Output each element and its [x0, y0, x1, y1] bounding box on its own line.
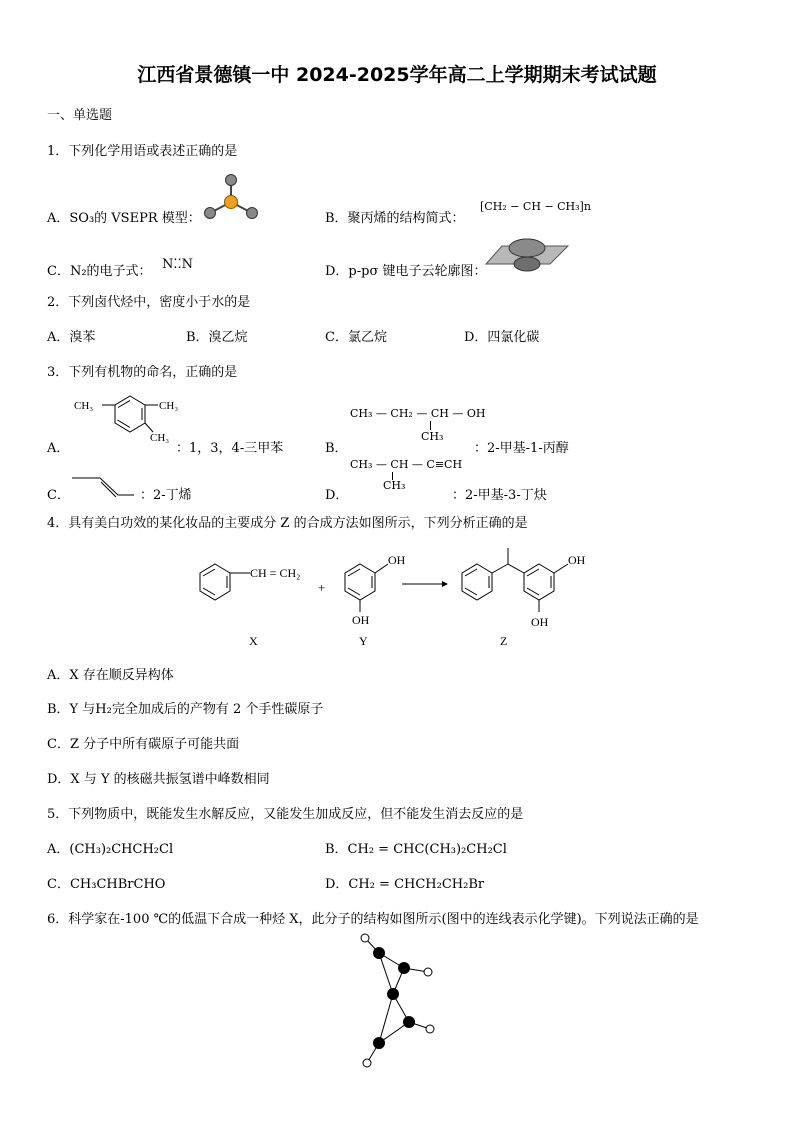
2-butene-structure	[70, 470, 140, 500]
q3-b-branch: CH₃	[421, 430, 444, 443]
bond-line	[554, 564, 568, 573]
q3-option-d-label: D．	[325, 488, 349, 503]
polypropylene-formula: [CH₂ − CH − CH₃]n	[480, 200, 591, 213]
p-p-sigma-orbital-image	[484, 234, 570, 276]
bond-line	[375, 564, 388, 573]
q3-option-c-name: ：2-丁烯	[140, 488, 192, 503]
q2-option-b: B．溴乙烷	[186, 330, 248, 345]
q3-option-d-name: ：2-甲基-3-丁炔	[452, 488, 547, 503]
bond-line	[508, 564, 524, 573]
methyl-bond	[145, 423, 153, 432]
carbon-atom	[403, 1016, 415, 1028]
q2-option-a: A．溴苯	[47, 330, 96, 345]
benzene-ring	[115, 396, 145, 432]
q3-option-b-name: ：2-甲基-1-丙醇	[474, 441, 569, 456]
q4-option-a: A．X 存在顺反异构体	[47, 668, 174, 683]
q5-option-c: C．CH₃CHBrCHO	[47, 877, 166, 892]
section-heading: 一、单选题	[47, 108, 113, 123]
bond-line	[379, 953, 393, 994]
q3-option-c-label: C．	[47, 488, 70, 503]
methyl-label: CH₃	[150, 432, 170, 444]
q3-option-a-name: ：1，3，4-三甲苯	[176, 441, 284, 456]
q3-d-formula: CH₃ — CH — C≡CH	[350, 458, 463, 471]
hydrogen-atom	[426, 1025, 434, 1033]
arrow-head	[442, 581, 448, 587]
q3-d-branch: CH₃	[383, 479, 406, 492]
methyl-label: CH₃	[159, 400, 179, 412]
trimethylbenzene-structure	[70, 388, 190, 448]
q5-option-b: B．CH₂ = CHC(CH₃)₂CH₂Cl	[325, 842, 507, 857]
hydrogen-atom	[361, 934, 369, 942]
q4-stem: 4．具有美白功效的某化妆品的主要成分 Z 的合成方法如图所示，下列分析正确的是	[47, 516, 528, 531]
q4-option-d: D．X 与 Y 的核磁共振氢谱中峰数相同	[47, 772, 270, 787]
vinyl-group-label: CH = CH₂	[250, 566, 301, 580]
q3-b-formula: CH₃ — CH₂ — CH — OH	[350, 407, 486, 420]
compound-label-y: Y	[359, 634, 368, 648]
sulfur-atom	[225, 196, 238, 209]
oxygen-atom	[247, 208, 258, 219]
reaction-scheme	[190, 540, 610, 650]
q2-stem: 2．下列卤代烃中，密度小于水的是	[47, 295, 251, 310]
q2-option-d: D．四氯化碳	[464, 330, 540, 345]
hydrogen-atom	[424, 968, 432, 976]
q6-stem: 6．科学家在-100 ℃的低温下合成一种烃 X，此分子的结构如图所示(图中的连线表示化学键)。下列说法正确的是	[47, 912, 699, 927]
q3-stem: 3．下列有机物的命名，正确的是	[47, 365, 238, 380]
n2-electron-formula: N⁚⁚N	[162, 257, 194, 272]
carbon-atom	[373, 947, 385, 959]
carbon-atom	[387, 988, 399, 1000]
hydroxyl-label: OH	[531, 615, 549, 629]
oxygen-atom	[226, 175, 237, 186]
so3-vsepr-model	[198, 172, 264, 224]
q4-option-c: C．Z 分子中所有碳原子可能共面	[47, 737, 240, 752]
double-bond	[101, 482, 116, 497]
methyl-label: CH₃	[74, 400, 94, 412]
q3-option-a-label: A．	[47, 441, 70, 456]
orbital-lobe	[509, 239, 545, 257]
bond-line	[492, 564, 508, 573]
hydroxyl-label: OH	[388, 553, 406, 567]
orbital-lobe	[514, 257, 540, 271]
oxygen-atom	[205, 208, 216, 219]
q1-option-d: D．p-pσ 键电子云轮廓图：	[325, 264, 487, 279]
skeletal-chain	[72, 478, 134, 495]
q5-option-a: A．(CH₃)₂CHCH₂Cl	[47, 842, 174, 857]
q1-option-c: C．N₂的电子式：	[47, 264, 152, 279]
q4-option-b: B．Y 与H₂完全加成后的产物有 2 个手性碳原子	[47, 702, 324, 717]
hydroxyl-label: OH	[568, 553, 586, 567]
compound-label-z: Z	[500, 634, 508, 648]
q2-option-c: C．氯乙烷	[325, 330, 387, 345]
page-title: 江西省景德镇一中 2024-2025学年高二上学期期末考试试题	[137, 64, 657, 86]
carbon-atom	[373, 1037, 385, 1049]
q1-stem: 1．下列化学用语或表述正确的是	[47, 144, 238, 159]
q5-option-d: D．CH₂ = CHCH₂CH₂Br	[325, 877, 485, 892]
carbon-atom	[398, 962, 410, 974]
hydrocarbon-x-structure	[350, 928, 450, 1073]
double-bond	[118, 420, 131, 428]
branch-bond	[430, 421, 431, 430]
bond-line	[379, 994, 393, 1043]
hydrogen-atom	[363, 1059, 371, 1067]
compound-label-x: X	[249, 634, 258, 648]
plus-sign: +	[318, 580, 326, 595]
q5-stem: 5．下列物质中，既能发生水解反应，又能发生加成反应，但不能发生消去反应的是	[47, 807, 524, 822]
hydroxyl-label: OH	[352, 613, 370, 627]
q1-option-a: A．SO₃的 VSEPR 模型：	[47, 211, 201, 226]
q3-option-b-label: B．	[325, 441, 348, 456]
q1-option-b: B．聚丙烯的结构简式：	[325, 211, 465, 226]
